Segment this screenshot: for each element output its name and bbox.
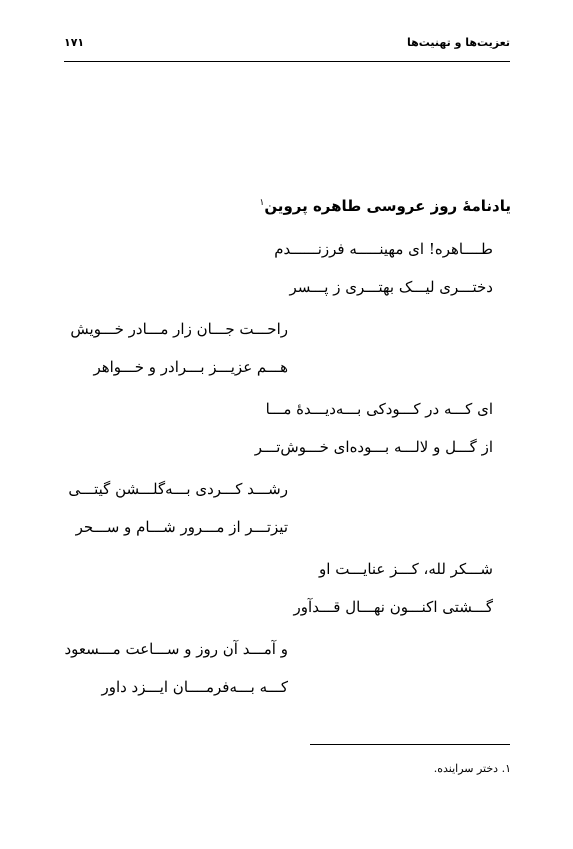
stanza	[73, 230, 493, 306]
verse-line: هـــم عزیـــز بـــرادر و خـــواهر	[93, 358, 288, 376]
verse-line: راحـــت جـــان زار مـــادر خـــویش	[70, 320, 288, 338]
verse-line: ای کـــه در کـــودکی بـــه‌دیـــدهٔ مـــا	[265, 400, 493, 418]
running-title: تعزیت‌ها و تهنیت‌ها	[407, 36, 510, 49]
verse-line: رشـــد کـــردی بـــه‌گلـــشن گیتـــی	[68, 480, 288, 498]
verse-line: طــــاهره! ای مهینـــــه فرزنــــــدم	[274, 240, 493, 258]
footnote-mark: ۱	[259, 198, 265, 208]
verse-line: گـــشتی اکنـــون نهـــال قـــدآور	[293, 598, 493, 616]
verse-line: تیزتـــر از مـــرور شـــام و ســـحر	[75, 518, 288, 536]
verse-line: شـــکر لله، کـــز عنایـــت او	[319, 560, 493, 578]
stanza	[68, 470, 493, 546]
footnote: ۱. دختر سراینده.	[433, 762, 511, 775]
verse-line: دختـــری لیـــک بهتـــری ز پـــسر	[289, 278, 493, 296]
poem-title	[259, 197, 511, 215]
verse-line: و آمـــد آن روز و ســـاعت مـــسعود	[64, 640, 288, 658]
stanza	[73, 550, 493, 626]
stanza	[70, 310, 493, 386]
poem-body	[64, 230, 493, 706]
page-number: ۱۷۱	[64, 36, 85, 49]
header-rule	[64, 61, 510, 62]
poem-title-text: یادنامهٔ روز عروسی طاهره پروین	[264, 197, 511, 215]
verse-line: کـــه بـــه‌فرمــــان ایـــزد داور	[101, 678, 288, 696]
stanza	[64, 630, 493, 706]
verse-line: از گـــل و لالـــه بـــوده‌ای خـــوش‌تـــر	[254, 438, 493, 456]
stanza	[73, 390, 493, 466]
running-header	[64, 36, 510, 62]
footnote-rule	[310, 744, 510, 745]
